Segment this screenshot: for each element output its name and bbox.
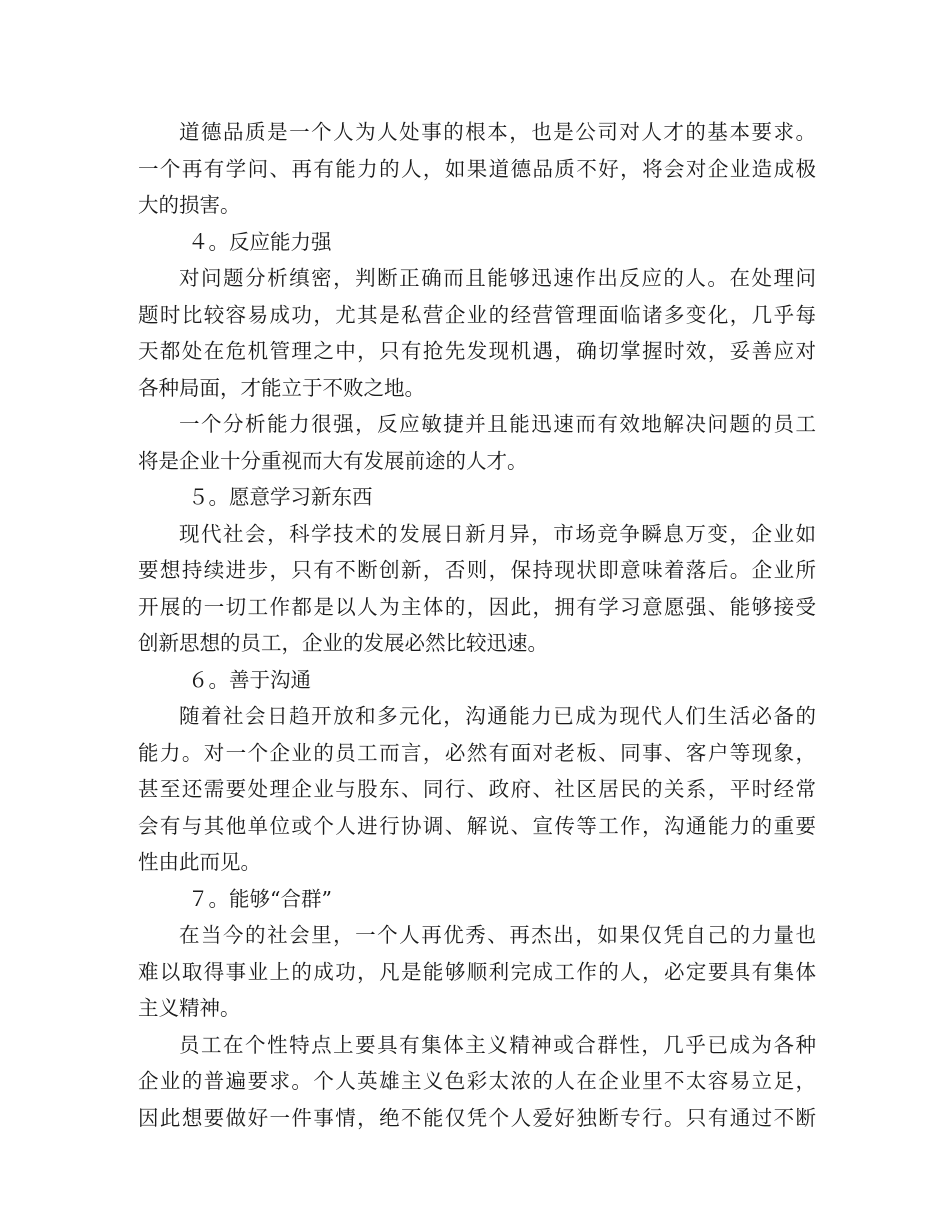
- text-line: 开展的一切工作都是以人为主体的，因此，拥有学习意愿强、能够接受: [138, 594, 816, 619]
- text-line: 难以取得事业上的成功，凡是能够顺利完成工作的人，必定要具有集体: [138, 959, 816, 984]
- text-line: 现代社会，科学技术的发展日新月异，市场竞争瞬息万变，企业如: [179, 521, 816, 546]
- text-line: 性由此而见。: [138, 850, 261, 874]
- text-line: 大的损害。: [138, 193, 241, 217]
- text-line: 会有与其他单位或个人进行协调、解说、宣传等工作，沟通能力的重要: [138, 813, 816, 838]
- text-line: 要想持续进步，只有不断创新，否则，保持现状即意味着落后。企业所: [138, 558, 816, 582]
- text-line: 对问题分析缜密，判断正确而且能够迅速作出反应的人。在处理问: [179, 266, 816, 290]
- text-line: 主义精神。: [138, 996, 241, 1020]
- text-line: 各种局面，才能立于不败之地。: [138, 375, 425, 400]
- text-line: 天都处在危机管理之中，只有抢先发现机遇，确切掌握时效，妥善应对: [138, 339, 816, 363]
- text-line: 将是企业十分重视而大有发展前途的人才。: [138, 448, 528, 473]
- text-line: 一个再有学问、再有能力的人，如果道德品质不好，将会对企业造成极: [138, 156, 816, 181]
- text-line: 企业的普遍要求。个人英雄主义色彩太浓的人在企业里不太容易立足，: [138, 1069, 816, 1093]
- document-page: [138, 114, 816, 1136]
- text-line: 因此想要做好一件事情，绝不能仅凭个人爱好独断专行。只有通过不断: [138, 1105, 816, 1130]
- section-heading: ５。愿意学习新东西: [188, 485, 373, 509]
- text-line: 道德品质是一个人为人处事的根本，也是公司对人才的基本要求。: [179, 120, 816, 144]
- text-line: 能力。对一个企业的员工而言，必然有面对老板、同事、客户等现象，: [138, 740, 816, 765]
- text-line: 甚至还需要处理企业与股东、同行、政府、社区居民的关系，平时经常: [138, 777, 816, 801]
- text-line: 员工在个性特点上要具有集体主义精神或合群性，几乎已成为各种: [179, 1032, 816, 1057]
- text-line: 一个分析能力很强，反应敏捷并且能迅速而有效地解决问题的员工: [179, 412, 816, 436]
- text-line: 在当今的社会里，一个人再优秀、再杰出，如果仅凭自己的力量也: [179, 923, 816, 947]
- section-heading: ７。能够“合群”: [188, 886, 332, 911]
- text-line: 题时比较容易成功，尤其是私营企业的经营管理面临诸多变化，几乎每: [138, 302, 816, 327]
- text-line: 随着社会日趋开放和多元化，沟通能力已成为现代人们生活必备的: [179, 704, 816, 728]
- section-heading: ６。善于沟通: [188, 667, 311, 692]
- section-heading: ４。反应能力强: [188, 229, 332, 254]
- text-line: 创新思想的员工，企业的发展必然比较迅速。: [138, 631, 548, 655]
